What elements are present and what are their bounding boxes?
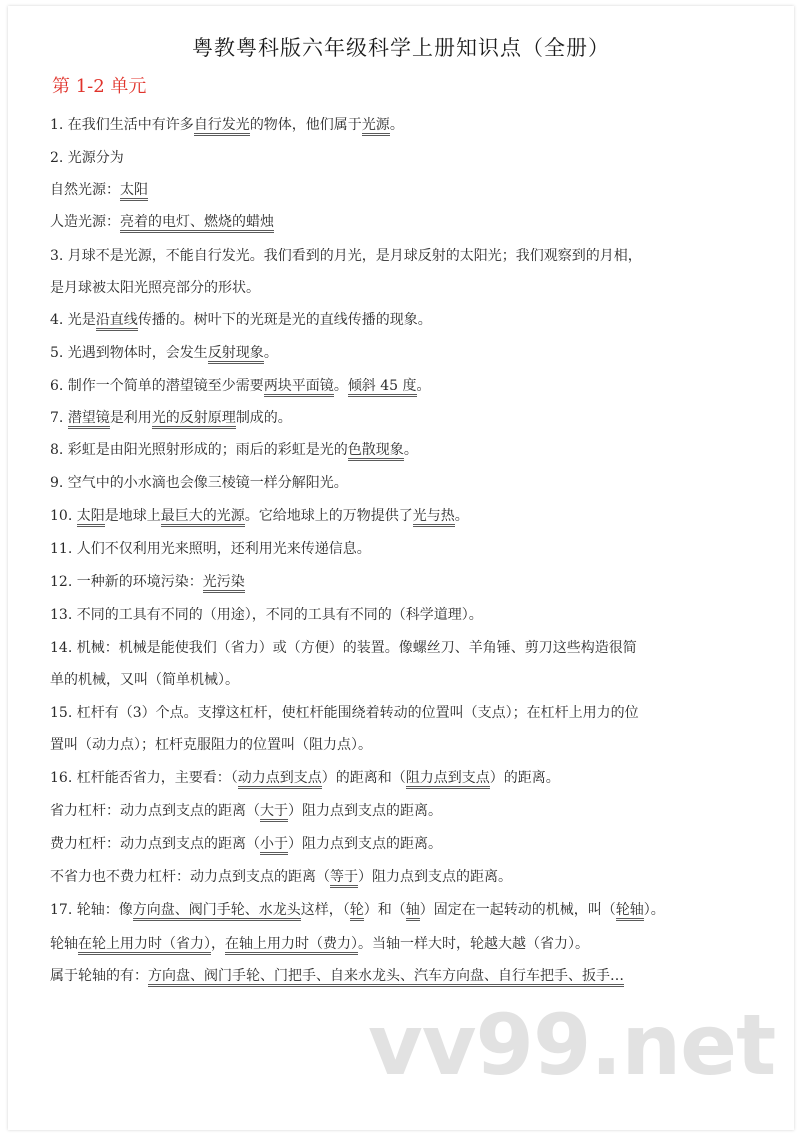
watermark: vv99.net (368, 996, 776, 1094)
knowledge-line (50, 735, 750, 755)
key-term: 方向盘、阀门手轮、水龙头 (133, 902, 301, 921)
key-term: 色散现象 (348, 442, 404, 461)
key-term: 倾斜 45 度 (348, 378, 417, 397)
knowledge-line (50, 278, 750, 298)
line-text: 。 (403, 442, 418, 458)
key-term: 阻力点到支点 (406, 770, 490, 789)
key-term: 轮 (350, 902, 364, 921)
key-term: 光源 (362, 117, 390, 136)
line-text: ）的距离。 (489, 770, 560, 786)
line-text: 5. 光遇到物体时，会发生 (50, 345, 208, 361)
knowledge-line (50, 834, 750, 854)
page-title: 粤教粤科版六年级科学上册知识点（全册） (192, 36, 610, 60)
line-text: 是月球被太阳光照亮部分的形状。 (50, 280, 260, 296)
line-text: ）阻力点到支点的距离。 (358, 869, 512, 885)
key-term: 潜望镜 (68, 410, 110, 429)
knowledge-line (50, 867, 750, 887)
line-text: 。它给地球上的万物提供了 (244, 508, 413, 524)
key-term: 亮着的电灯、燃烧的蜡烛 (120, 214, 274, 233)
line-text: 11. 人们不仅利用光来照明，还利用光来传递信息。 (50, 541, 371, 557)
knowledge-line (50, 408, 750, 428)
line-text: ）固定在一起转动的机械，叫（ (419, 902, 616, 918)
line-text: 2. 光源分为 (50, 150, 124, 166)
knowledge-line (50, 670, 750, 690)
line-text: 。 (416, 378, 431, 394)
line-text: ， (211, 936, 225, 952)
line-text: 8. 彩虹是由阳光照射形成的；雨后的彩虹是光的 (50, 442, 348, 458)
line-text: 15. 杠杆有（3）个点。支撑这杠杆，使杠杆能围绕着转动的位置叫（支点）；在杠杆上用力的位 (50, 705, 639, 721)
line-text: 费力杠杆：动力点到支点的距离（ (50, 836, 260, 852)
line-text: 。 (454, 508, 469, 524)
key-term: 小于 (260, 836, 288, 855)
line-text: 属于轮轴的有： (50, 968, 148, 984)
knowledge-line (50, 440, 750, 460)
knowledge-line (50, 246, 750, 266)
knowledge-line (50, 934, 750, 954)
line-text: 这样，（ (300, 902, 350, 918)
knowledge-line (50, 638, 750, 658)
line-text: 。 (263, 345, 278, 361)
line-text: 不省力也不费力杠杆：动力点到支点的距离（ (50, 869, 330, 885)
key-term: 方向盘、阀门手轮、门把手、自来水龙头、汽车方向盘、自行车把手、扳手… (148, 968, 624, 987)
knowledge-line (50, 605, 750, 625)
line-text: 4. 光是 (50, 312, 96, 328)
line-text: 6. 制作一个简单的潜望镜至少需要 (50, 378, 264, 394)
knowledge-line (50, 376, 750, 396)
key-term: 动力点到支点 (238, 770, 322, 789)
line-text: 是地球上 (104, 508, 161, 524)
knowledge-line (50, 310, 750, 330)
line-text: 16. 杠杆能否省力，主要看：（ (50, 770, 238, 786)
key-term: 在轮上用力时（省力） (78, 936, 211, 955)
line-text: 13. 不同的工具有不同的（用途），不同的工具有不同的（科学道理）。 (50, 607, 483, 623)
line-text: 3. 月球不是光源，不能自行发光。我们看到的月光，是月球反射的太阳光；我们观察到的月相， (50, 248, 642, 264)
knowledge-line (50, 539, 750, 559)
knowledge-line (50, 900, 750, 920)
line-text: 。 (389, 117, 404, 133)
line-text: ）的距离和（ (321, 770, 406, 786)
knowledge-line (50, 506, 750, 526)
key-term: 太阳 (77, 508, 105, 527)
knowledge-line (50, 703, 750, 723)
line-text: 单的机械，又叫（简单机械）。 (50, 672, 239, 688)
key-term: 最巨大的光源 (161, 508, 245, 527)
line-text: 。当轴一样大时，轮越大越（省力）。 (358, 936, 589, 952)
line-text: 传播的。树叶下的光斑是光的直线传播的现象。 (137, 312, 432, 328)
knowledge-line (50, 966, 750, 986)
knowledge-line (50, 148, 750, 168)
line-text: ）和（ (363, 902, 406, 918)
knowledge-line (50, 768, 750, 788)
line-text: 。 (333, 378, 348, 394)
line-text: 省力杠杆：动力点到支点的距离（ (50, 803, 260, 819)
key-term: 等于 (330, 869, 358, 888)
key-term: 沿直线 (96, 312, 138, 331)
line-text: 9. 空气中的小水滴也会像三棱镜一样分解阳光。 (50, 475, 348, 491)
key-term: 光与热 (413, 508, 455, 527)
line-text: 12. 一种新的环境污染： (50, 574, 203, 590)
line-text: ）。 (643, 902, 665, 918)
knowledge-line (50, 572, 750, 592)
line-text: 是利用 (109, 410, 152, 426)
line-text: 7. (50, 410, 68, 426)
line-text: 轮轴 (50, 936, 78, 952)
section-heading: 第 1-2 单元 (52, 76, 147, 97)
line-text: 的物体，他们属于 (249, 117, 362, 133)
document-page (8, 6, 794, 1130)
line-text: 人造光源： (50, 214, 120, 230)
knowledge-line (50, 115, 750, 135)
knowledge-line (50, 473, 750, 493)
key-term: 在轴上用力时（费力） (225, 936, 358, 955)
line-text: 置叫（动力点）；杠杆克服阻力的位置叫（阻力点）。 (50, 737, 372, 753)
line-text: 1. 在我们生活中有许多 (50, 117, 194, 133)
key-term: 大于 (260, 803, 288, 822)
knowledge-line (50, 801, 750, 821)
line-text: ）阻力点到支点的距离。 (288, 836, 442, 852)
line-text: ）阻力点到支点的距离。 (288, 803, 442, 819)
key-term: 轮轴 (616, 902, 644, 921)
knowledge-line (50, 343, 750, 363)
line-text: 14. 机械：机械是能使我们（省力）或（方便）的装置。像螺丝刀、羊角锤、剪刀这些构造很简 (50, 640, 637, 656)
knowledge-line (50, 180, 750, 200)
key-term: 光的反射原理 (152, 410, 236, 429)
line-text: 自然光源： (50, 182, 120, 198)
key-term: 反射现象 (208, 345, 264, 364)
line-text: 10. (50, 508, 77, 524)
key-term: 轴 (406, 902, 420, 921)
key-term: 光污染 (203, 574, 245, 593)
knowledge-line (50, 212, 750, 232)
key-term: 太阳 (120, 182, 148, 201)
line-text: 制成的。 (235, 410, 292, 426)
line-text: 17. 轮轴：像 (50, 902, 133, 918)
key-term: 自行发光 (194, 117, 250, 136)
key-term: 两块平面镜 (264, 378, 334, 397)
